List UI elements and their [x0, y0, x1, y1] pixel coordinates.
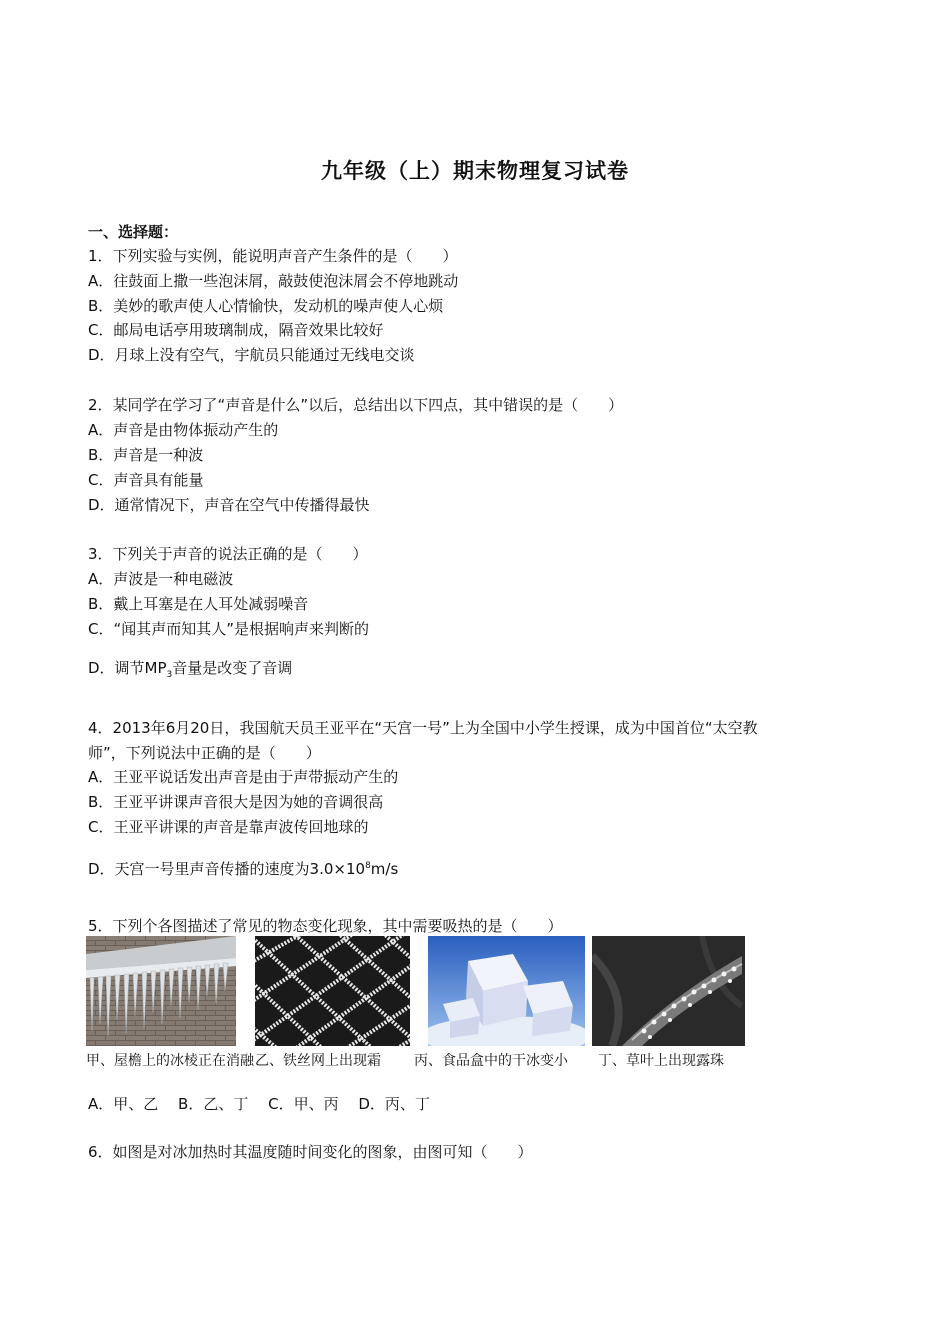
page-title: 九年级（上）期末物理复习试卷 — [321, 159, 629, 183]
q5-stem: 5．下列个各图描述了常见的物态变化现象，其中需要吸热的是（ ） — [88, 917, 563, 935]
q6-stem: 6．如图是对冰加热时其温度随时间变化的图象，由图可知（ ） — [88, 1143, 533, 1161]
frost-mesh-image — [255, 936, 410, 1046]
q4-option-a: A．王亚平说话发出声音是由于声带振动产生的 — [88, 768, 399, 786]
q1-option-d: D．月球上没有空气，宇航员只能通过无线电交谈 — [88, 346, 415, 364]
q3-option-c: C．“闻其声而知其人”是根据响声来判断的 — [88, 620, 370, 638]
q2-option-d: D．通常情况下，声音在空气中传播得最快 — [88, 496, 370, 514]
q5-options: A．甲、乙 B．乙、丁 C．甲、丙 D．丙、丁 — [88, 1095, 430, 1113]
q2-option-a: A．声音是由物体振动产生的 — [88, 421, 279, 439]
q2-stem: 2．某同学在学习了“声音是什么”以后，总结出以下四点，其中错误的是（ ） — [88, 396, 624, 414]
q4-option-c: C．王亚平讲课的声音是靠声波传回地球的 — [88, 818, 369, 836]
q1-stem: 1．下列实验与实例，能说明声音产生条件的是（ ） — [88, 247, 458, 265]
q3-stem: 3．下列关于声音的说法正确的是（ ） — [88, 545, 368, 563]
icicle-image — [86, 936, 236, 1046]
q3-option-b: B．戴上耳塞是在人耳处减弱噪音 — [88, 595, 309, 613]
caption-yi: 乙、铁丝网上出现霜 — [255, 1053, 381, 1069]
q4-stem-line2: 师”，下列说法中正确的是（ ） — [88, 744, 321, 762]
q2-option-b: B．声音是一种波 — [88, 446, 204, 464]
q4-stem-line1: 4．2013年6月20日，我国航天员王亚平在“天宫一号”上为全国中小学生授课，成为中国首位“太空教 — [88, 719, 758, 737]
caption-jia: 甲、屋檐上的冰棱正在消融 — [86, 1053, 254, 1069]
q3-option-d: D．调节$MP_3$音量是改变了音调 — [88, 659, 293, 680]
q1-option-b: B．美妙的歌声使人心情愉快，发动机的噪声使人心烦 — [88, 297, 444, 315]
caption-ding: 丁、草叶上出现露珠 — [598, 1053, 724, 1069]
q2-option-c: C．声音具有能量 — [88, 471, 204, 489]
q4-option-b: B．王亚平讲课声音很大是因为她的音调很高 — [88, 793, 384, 811]
q4-option-d: D．天宫一号里声音传播的速度为$3.0\times 10^8m/s$ — [88, 860, 399, 878]
caption-bing: 丙、食品盒中的干冰变小 — [414, 1053, 568, 1069]
q1-option-a: A．往鼓面上撒一些泡沫屑，敲鼓使泡沫屑会不停地跳动 — [88, 272, 459, 290]
q3-option-a: A．声波是一种电磁波 — [88, 570, 234, 588]
dry-ice-image — [428, 936, 585, 1046]
q1-option-c: C．邮局电话亭用玻璃制成，隔音效果比较好 — [88, 321, 384, 339]
dew-grass-image — [592, 936, 745, 1046]
section-heading: 一、选择题： — [88, 223, 179, 241]
